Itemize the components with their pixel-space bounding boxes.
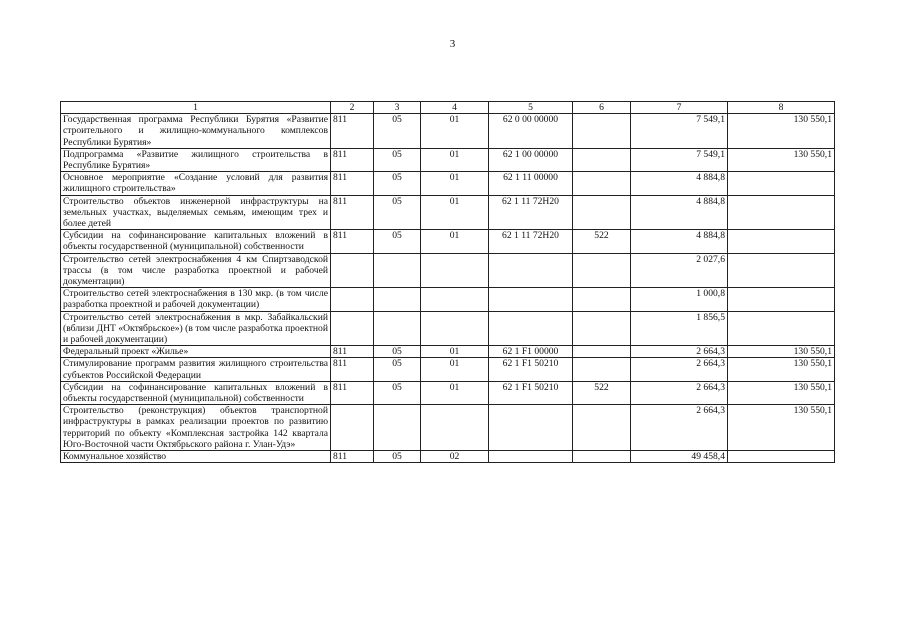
header-cell-7: 7 — [631, 102, 728, 114]
cell-grbs — [331, 253, 374, 288]
cell-sum-col8 — [728, 451, 835, 463]
cell-sum-col8 — [728, 230, 835, 253]
cell-razdel: 05 — [374, 358, 421, 381]
table-row — [61, 346, 835, 358]
cell-sum-col8: 130 550,1 — [728, 381, 835, 404]
row-name: Коммунальное хозяйство — [61, 451, 331, 463]
cell-sum-col8 — [728, 195, 835, 230]
cell-grbs — [331, 405, 374, 451]
table-row — [61, 195, 835, 230]
cell-grbs: 811 — [331, 114, 374, 149]
cell-expense-type — [573, 148, 631, 171]
cell-sum-col8 — [728, 253, 835, 288]
cell-podrazdel — [421, 288, 489, 311]
cell-target-article: 62 1 11 72Н20 — [489, 230, 573, 253]
cell-sum-col7: 4 884,8 — [631, 172, 728, 195]
budget-table — [60, 101, 835, 463]
cell-razdel — [374, 405, 421, 451]
cell-razdel — [374, 288, 421, 311]
cell-expense-type — [573, 358, 631, 381]
table-row — [61, 253, 835, 288]
header-cell-1: 1 — [61, 102, 331, 114]
table-row — [61, 358, 835, 381]
cell-razdel: 05 — [374, 114, 421, 149]
cell-podrazdel: 01 — [421, 230, 489, 253]
row-name: Субсидии на софинансирование капитальных вложений в объекты государственной (муниципальной) собственности — [61, 230, 331, 253]
cell-razdel — [374, 311, 421, 346]
row-name: Федеральный проект «Жилье» — [61, 346, 331, 358]
row-name: Основное мероприятие «Создание условий для развития жилищного строительства» — [61, 172, 331, 195]
table-row — [61, 405, 835, 451]
cell-podrazdel: 01 — [421, 358, 489, 381]
cell-target-article: 62 1 00 00000 — [489, 148, 573, 171]
cell-razdel: 05 — [374, 381, 421, 404]
cell-target-article — [489, 288, 573, 311]
cell-expense-type — [573, 195, 631, 230]
cell-sum-col7: 4 884,8 — [631, 230, 728, 253]
cell-razdel — [374, 253, 421, 288]
cell-sum-col7: 2 664,3 — [631, 358, 728, 381]
cell-sum-col7: 2 664,3 — [631, 381, 728, 404]
cell-sum-col7: 7 549,1 — [631, 114, 728, 149]
cell-podrazdel: 01 — [421, 195, 489, 230]
cell-grbs: 811 — [331, 451, 374, 463]
cell-razdel: 05 — [374, 172, 421, 195]
cell-sum-col7: 49 458,4 — [631, 451, 728, 463]
cell-grbs: 811 — [331, 230, 374, 253]
cell-sum-col8 — [728, 311, 835, 346]
cell-grbs: 811 — [331, 148, 374, 171]
header-cell-2: 2 — [331, 102, 374, 114]
cell-grbs — [331, 288, 374, 311]
cell-grbs: 811 — [331, 195, 374, 230]
cell-grbs: 811 — [331, 358, 374, 381]
row-name: Строительство сетей электроснабжения в 130 мкр. (в том числе разработка проектной и рабочей документации) — [61, 288, 331, 311]
cell-sum-col8: 130 550,1 — [728, 358, 835, 381]
cell-sum-col8 — [728, 288, 835, 311]
cell-target-article: 62 1 11 00000 — [489, 172, 573, 195]
row-name: Строительство объектов инженерной инфраструктуры на земельных участках, выделяемых семьям, имеющим трех и более детей — [61, 195, 331, 230]
table-row — [61, 381, 835, 404]
table-row — [61, 172, 835, 195]
cell-podrazdel: 02 — [421, 451, 489, 463]
cell-podrazdel: 01 — [421, 148, 489, 171]
header-cell-4: 4 — [421, 102, 489, 114]
cell-razdel: 05 — [374, 346, 421, 358]
row-name: Государственная программа Республики Бурятия «Развитие строительного и жилищно-коммунального комплексов Республики Бурятия» — [61, 114, 331, 149]
cell-razdel: 05 — [374, 451, 421, 463]
cell-razdel: 05 — [374, 148, 421, 171]
cell-sum-col8: 130 550,1 — [728, 405, 835, 451]
row-name: Субсидии на софинансирование капитальных вложений в объекты государственной (муниципальной) собственности — [61, 381, 331, 404]
cell-expense-type — [573, 114, 631, 149]
row-name: Строительство сетей электроснабжения 4 км Спиртзаводской трассы (в том числе разработка проектной и рабочей документации) — [61, 253, 331, 288]
table-row — [61, 230, 835, 253]
cell-podrazdel: 01 — [421, 381, 489, 404]
cell-podrazdel — [421, 311, 489, 346]
cell-grbs: 811 — [331, 172, 374, 195]
row-name: Подпрограмма «Развитие жилищного строительства в Республике Бурятия» — [61, 148, 331, 171]
cell-target-article: 62 1 11 72Н20 — [489, 195, 573, 230]
cell-sum-col8: 130 550,1 — [728, 148, 835, 171]
cell-expense-type — [573, 311, 631, 346]
cell-podrazdel: 01 — [421, 172, 489, 195]
cell-expense-type — [573, 253, 631, 288]
header-cell-6: 6 — [573, 102, 631, 114]
cell-target-article: 62 0 00 00000 — [489, 114, 573, 149]
cell-expense-type — [573, 288, 631, 311]
cell-target-article — [489, 253, 573, 288]
table-row — [61, 148, 835, 171]
cell-podrazdel: 01 — [421, 346, 489, 358]
cell-podrazdel — [421, 405, 489, 451]
cell-expense-type: 522 — [573, 381, 631, 404]
header-cell-8: 8 — [728, 102, 835, 114]
cell-sum-col7: 2 664,3 — [631, 346, 728, 358]
table-row — [61, 114, 835, 149]
cell-sum-col7: 2 027,6 — [631, 253, 728, 288]
table-row — [61, 288, 835, 311]
cell-grbs: 811 — [331, 346, 374, 358]
cell-sum-col8: 130 550,1 — [728, 114, 835, 149]
cell-target-article: 62 1 F1 00000 — [489, 346, 573, 358]
row-name: Строительство (реконструкция) объектов транспортной инфраструктуры в рамках реализации проектов по развитию территорий по объекту «Комплексная застройка 142 квартала Юго-Восточной части Октябрьского района г. Улан-Удэ» — [61, 405, 331, 451]
cell-sum-col8: 130 550,1 — [728, 346, 835, 358]
cell-sum-col7: 7 549,1 — [631, 148, 728, 171]
cell-grbs — [331, 311, 374, 346]
cell-expense-type — [573, 172, 631, 195]
page-number: 3 — [449, 38, 456, 50]
header-cell-3: 3 — [374, 102, 421, 114]
cell-razdel: 05 — [374, 230, 421, 253]
cell-sum-col7: 2 664,3 — [631, 405, 728, 451]
cell-target-article — [489, 451, 573, 463]
cell-podrazdel: 01 — [421, 114, 489, 149]
cell-sum-col7: 1 000,8 — [631, 288, 728, 311]
table-row — [61, 311, 835, 346]
cell-grbs: 811 — [331, 381, 374, 404]
cell-expense-type: 522 — [573, 230, 631, 253]
cell-podrazdel — [421, 253, 489, 288]
cell-razdel: 05 — [374, 195, 421, 230]
cell-expense-type — [573, 346, 631, 358]
cell-target-article: 62 1 F1 50210 — [489, 358, 573, 381]
cell-target-article — [489, 405, 573, 451]
table-row — [61, 451, 835, 463]
cell-sum-col7: 4 884,8 — [631, 195, 728, 230]
cell-sum-col8 — [728, 172, 835, 195]
row-name: Строительство сетей электроснабжения в мкр. Забайкальский (вблизи ДНТ «Октябрьское») (в том числе разработка проектной и рабочей документации) — [61, 311, 331, 346]
header-row — [61, 102, 835, 114]
cell-target-article: 62 1 F1 50210 — [489, 381, 573, 404]
cell-expense-type — [573, 451, 631, 463]
cell-sum-col7: 1 856,5 — [631, 311, 728, 346]
header-cell-5: 5 — [489, 102, 573, 114]
row-name: Стимулирование программ развития жилищного строительства субъектов Российской Федерации — [61, 358, 331, 381]
cell-expense-type — [573, 405, 631, 451]
cell-target-article — [489, 311, 573, 346]
